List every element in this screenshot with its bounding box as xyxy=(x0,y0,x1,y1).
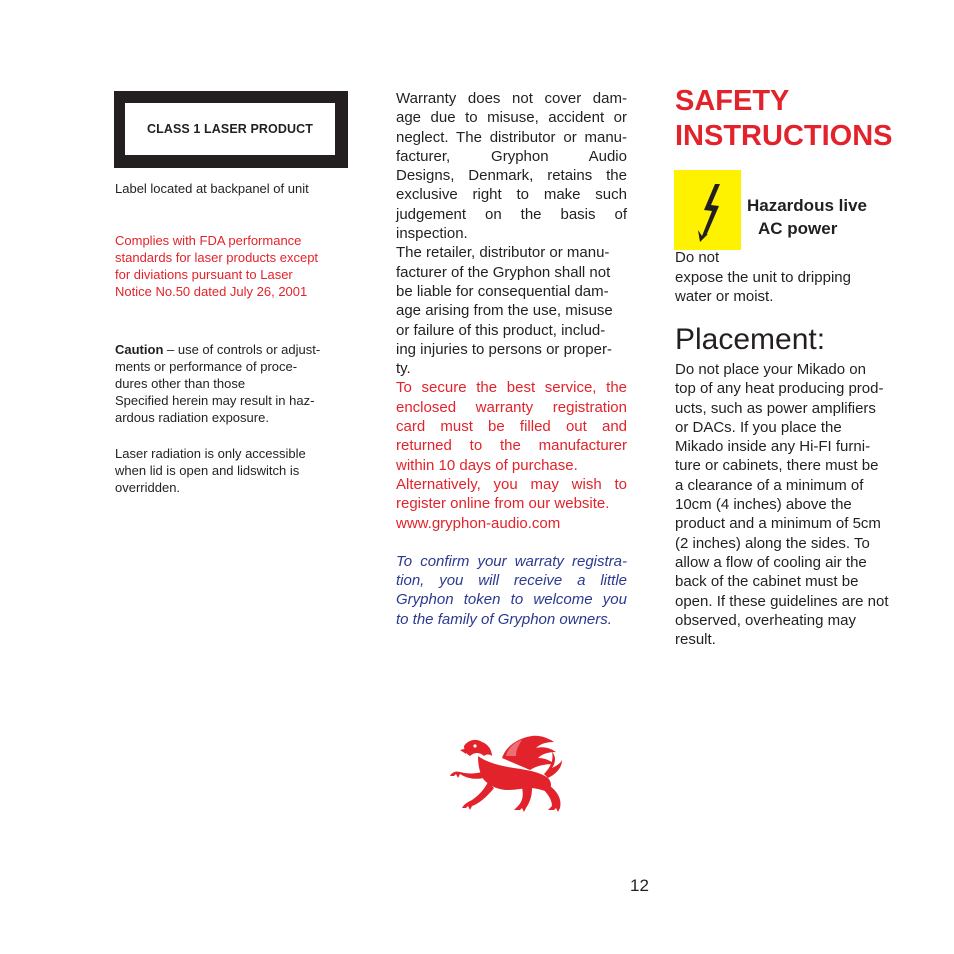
caution-line: ments or performance of proce- xyxy=(115,359,298,374)
registration-paragraph xyxy=(396,378,627,532)
caution-first-line xyxy=(115,341,320,358)
hazard-text-line: water or moist. xyxy=(675,288,774,305)
placement-line: result. xyxy=(675,631,716,649)
laser-label-text: CLASS 1 LASER PRODUCT xyxy=(146,122,313,136)
fda-line: standards for laser products except xyxy=(115,250,319,265)
retailer-line: age arising from the use, misuse xyxy=(396,302,613,320)
token-paragraph xyxy=(396,552,627,629)
fda-compliance-text xyxy=(115,232,318,300)
warranty-line: inspection. xyxy=(396,225,468,243)
placement-title: Placement: xyxy=(675,323,826,356)
placement-line: Mikado inside any Hi-FI furni- xyxy=(675,438,871,456)
registration-line: enclosed warranty registration xyxy=(396,398,627,416)
retailer-line: ty. xyxy=(396,360,411,378)
caution-line: ardous radiation exposure. xyxy=(115,410,269,425)
placement-line: or DACs. If you place the xyxy=(675,418,842,436)
caution-text xyxy=(115,341,320,426)
warranty-line: Warranty does not cover dam- xyxy=(396,90,627,107)
hazard-text-line: expose the unit to dripping xyxy=(675,268,851,286)
high-voltage-lightning-icon xyxy=(674,170,741,250)
radiation-line: overridden. xyxy=(115,480,181,495)
caution-first-rest: – use of controls or adjust- xyxy=(163,342,321,357)
hazard-text-line: Do not xyxy=(675,249,720,266)
placement-line: ture or cabinets, there must be xyxy=(675,457,879,475)
page-number: 12 xyxy=(630,876,649,895)
warranty-line: facturer, Gryphon Audio xyxy=(396,147,627,165)
placement-line: product and a minimum of 5cm xyxy=(675,515,881,533)
website-link[interactable]: www.gryphon-audio.com xyxy=(396,514,561,532)
title-line: SAFETY xyxy=(675,85,790,117)
registration-line: returned to the manufacturer xyxy=(396,437,627,455)
safety-instructions-title xyxy=(675,84,893,154)
fda-line: for diviations pursuant to Laser xyxy=(115,267,293,282)
token-line: to the family of Gryphon owners. xyxy=(396,610,612,628)
placement-line: ucts, such as power amplifiers xyxy=(675,399,876,417)
warranty-column xyxy=(396,89,627,629)
laser-label-inner xyxy=(125,103,335,155)
radiation-line: Laser radiation is only accessible xyxy=(115,446,306,461)
gryphon-griffin-logo xyxy=(444,728,568,814)
caution-bold-label: Caution xyxy=(115,342,164,357)
retailer-paragraph xyxy=(396,243,627,378)
placement-line: observed, overheating may xyxy=(675,611,856,629)
token-line: tion, you will receive a little xyxy=(396,572,627,590)
placement-line: back of the cabinet must be xyxy=(675,573,859,591)
registration-line: To secure the best service, the xyxy=(396,379,627,397)
laser-radiation-text xyxy=(115,445,306,496)
token-line: To confirm your warraty registra- xyxy=(396,552,627,570)
title-line: INSTRUCTIONS xyxy=(675,120,893,152)
warranty-line: exclusive right to make such xyxy=(396,186,627,204)
token-line: Gryphon token to welcome you xyxy=(396,591,627,609)
placement-line: Do not place your Mikado on xyxy=(675,361,866,378)
placement-line: (2 inches) along the sides. To xyxy=(675,534,870,552)
laser-label-box xyxy=(114,91,348,168)
placement-text xyxy=(675,360,889,649)
registration-line: Alternatively, you may wish to xyxy=(396,475,627,493)
hazard-text xyxy=(675,248,851,307)
retailer-line: ing injuries to persons or proper- xyxy=(396,340,612,358)
registration-line: card must be filled out and xyxy=(396,418,627,436)
warranty-line: age due to misuse, accident or xyxy=(396,109,627,127)
fda-line: Complies with FDA performance xyxy=(115,233,302,248)
griffin-icon xyxy=(444,728,568,814)
hazard-label xyxy=(747,194,867,240)
warranty-line: Designs, Denmark, retains the xyxy=(396,167,627,185)
retailer-line: be liable for consequential dam- xyxy=(396,282,609,300)
retailer-line: or failure of this product, includ- xyxy=(396,321,606,339)
placement-line: top of any heat producing prod- xyxy=(675,380,884,398)
fda-line: Notice No.50 dated July 26, 2001 xyxy=(115,284,308,299)
retailer-line: facturer of the Gryphon shall not xyxy=(396,263,611,281)
registration-line: within 10 days of purchase. xyxy=(396,456,578,474)
warranty-line: judgement on the basis of xyxy=(396,205,627,223)
hazard-label-line: Hazardous live xyxy=(747,196,867,215)
hazard-warning-box xyxy=(674,170,741,250)
radiation-line: when lid is open and lidswitch is xyxy=(115,463,300,478)
warranty-paragraph xyxy=(396,89,627,243)
warranty-line: neglect. The distributor or manu- xyxy=(396,128,627,146)
hazard-label-line: AC power xyxy=(758,219,838,238)
placement-line: open. If these guidelines are not xyxy=(675,592,889,610)
placement-line: 10cm (4 inches) above the xyxy=(675,496,852,514)
registration-line: register online from our website. xyxy=(396,495,610,513)
caution-line: Specified herein may result in haz- xyxy=(115,393,315,408)
caution-line: dures other than those xyxy=(115,376,246,391)
placement-line: allow a flow of cooling air the xyxy=(675,553,867,571)
retailer-line: The retailer, distributor or manu- xyxy=(396,244,610,262)
placement-line: a clearance of a minimum of xyxy=(675,476,864,494)
label-location-text: Label located at backpanel of unit xyxy=(115,181,309,196)
